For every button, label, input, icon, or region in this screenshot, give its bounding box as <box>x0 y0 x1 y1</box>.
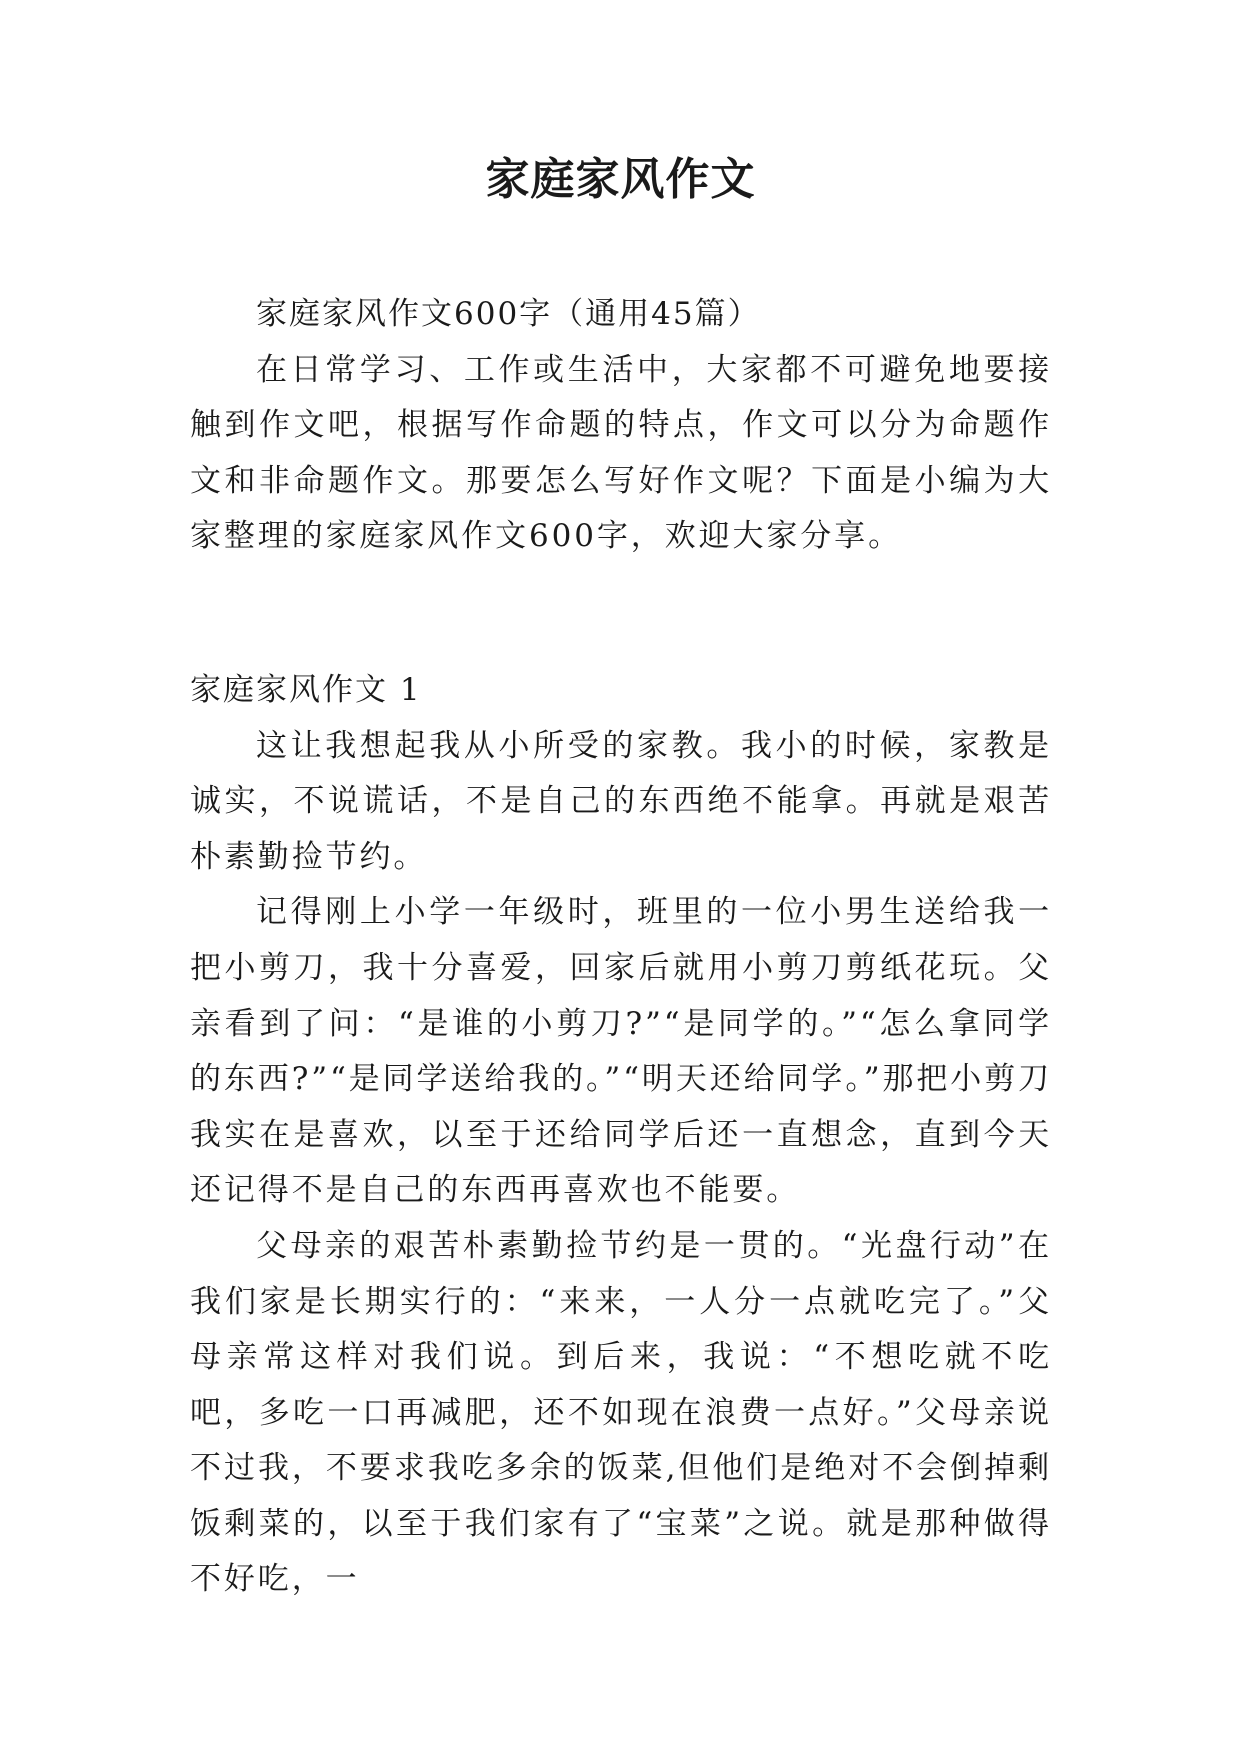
body-paragraph: 这让我想起我从小所受的家教。我小的时候，家教是诚实，不说谎话，不是自己的东西绝不能拿。再就是艰苦朴素勤捡节约。 <box>190 727 1052 875</box>
section-heading: 家庭家风作文 1 <box>190 671 422 708</box>
document-subtitle: 家庭家风作文600字（通用45篇） <box>256 296 761 332</box>
intro-paragraph: 在日常学习、工作或生活中，大家都不可避免地要接触到作文吧，根据写作命题的特点，作文可以分为命题作文和非命题作文。那要怎么写好作文呢？下面是小编为大家整理的家庭家风作文600字，欢迎大家分享。 <box>190 351 1052 555</box>
document-title: 家庭家风作文 <box>485 154 756 205</box>
body-paragraph: 父母亲的艰苦朴素勤捡节约是一贯的。“光盘行动”在我们家是长期实行的：“来来，一人分一点就吃完了。”父母亲常这样对我们说。到后来，我说：“不想吃就不吃吧，多吃一口再减肥，还不如现在浪费一点好。”父母亲说不过我，不要求我吃多余的饭菜,但他们是绝对不会倒掉剩饭剩菜的，以至于我们家有了“宝菜”之说。就是那种做得不好吃，一 <box>190 1227 1052 1598</box>
document-body <box>190 287 1052 1608</box>
section-spacer <box>190 565 1052 663</box>
body-paragraph: 记得刚上小学一年级时，班里的一位小男生送给我一把小剪刀，我十分喜爱，回家后就用小剪刀剪纸花玩。父亲看到了问：“是谁的小剪刀?”“是同学的。”“怎么拿同学的东西?”“是同学送给我的。”“明天还给同学。”那把小剪刀我实在是喜欢，以至于还给同学后还一直想念，直到今天还记得不是自己的东西再喜欢也不能要。 <box>190 894 1052 1209</box>
